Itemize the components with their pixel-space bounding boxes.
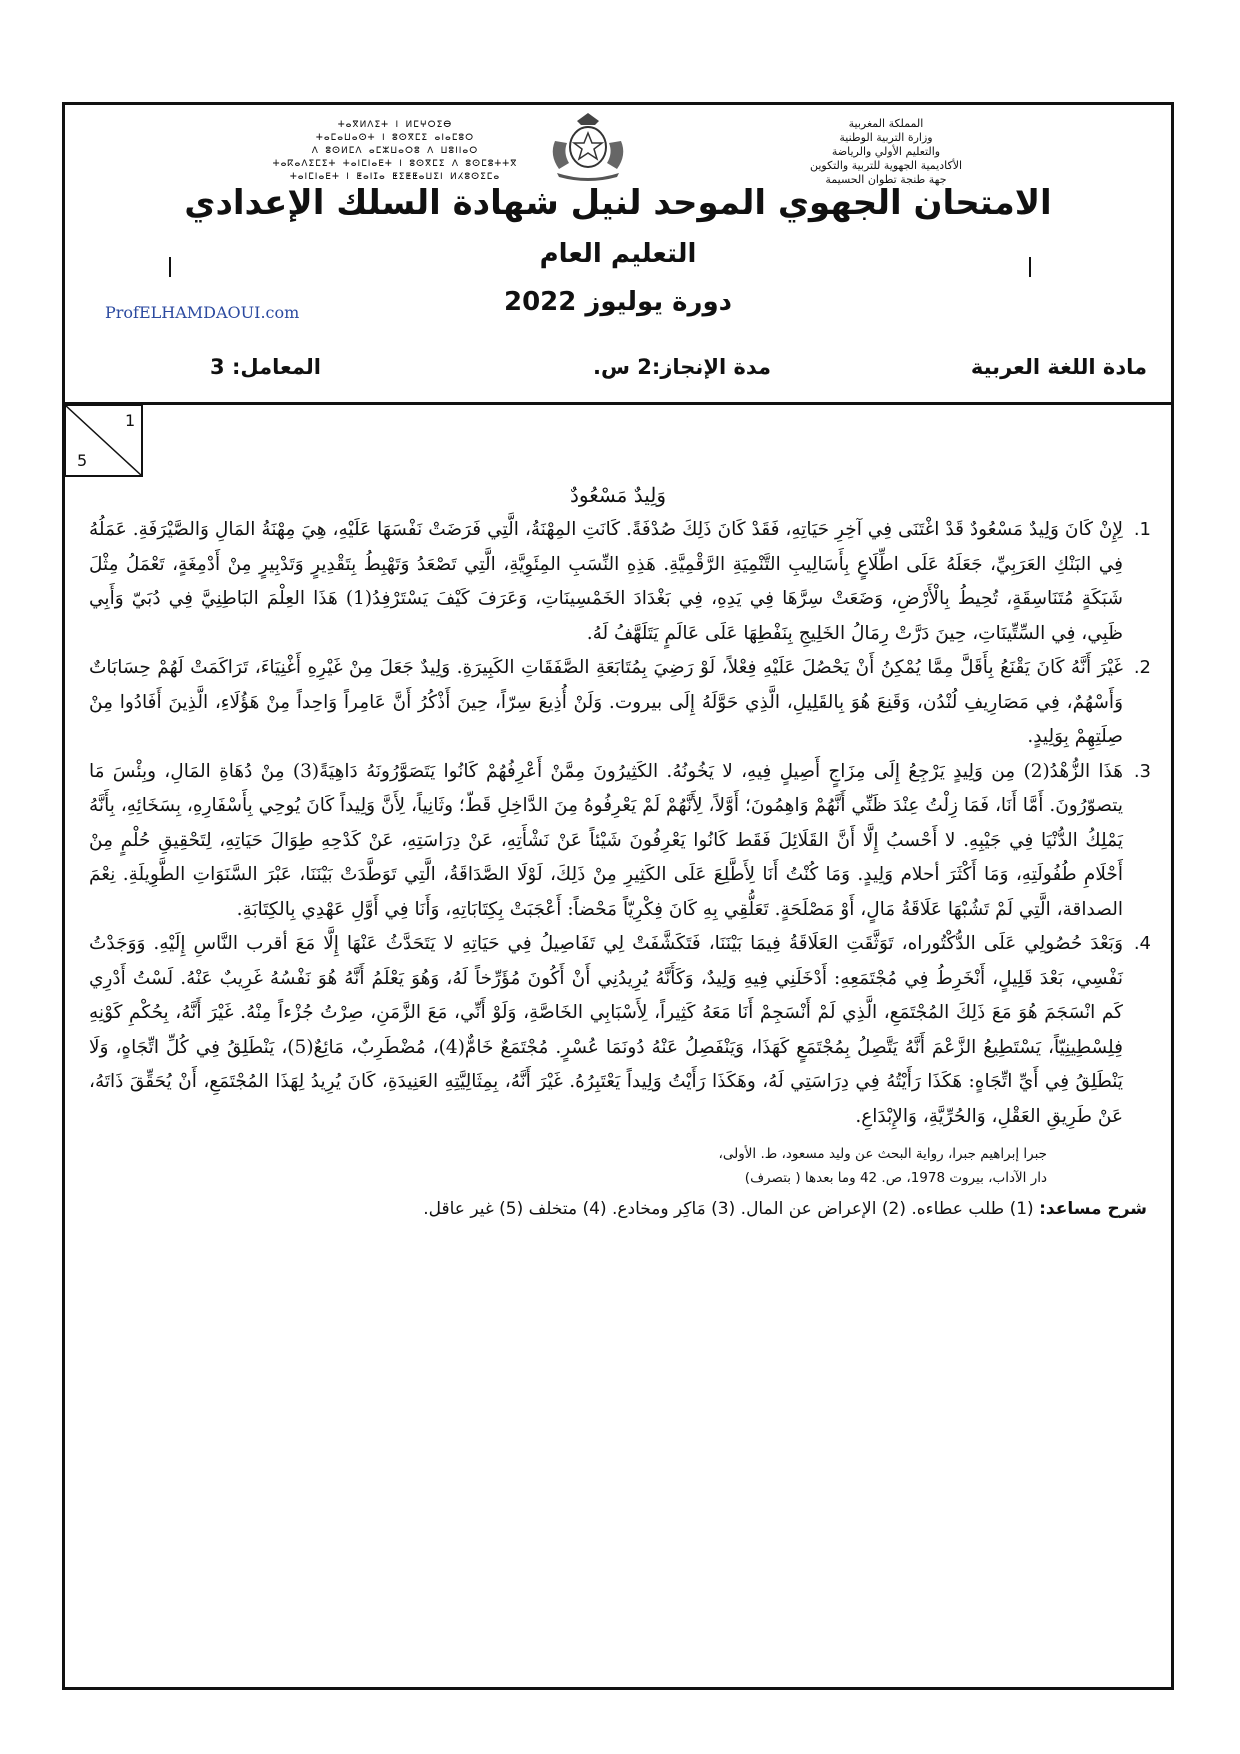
paragraph-body: هَذَا الزُّهْدُ(2) مِن وَلِيدٍ يَرْجِعُ إِلَى مِزَاجٍ أَصِيلٍ فِيهِ، لا يَخُونُهُ. الكَثِيرُونَ مِمَّنْ أَعْرِفُهُمْ كَانُوا يَتَصَوَّرُونَهُ دَاهِيَةً(3) مِنْ دُهَاةِ المَالِ، وبِئْسَ مَا يتصوّرُونَ. أَمَّا أَنَا، فَمَا زِلْتُ عِنْدَ ظَنِّي أَنَّهُمْ وَاهِمُونَ؛ أَوَّلاً، لِأَنَّهُمْ لَمْ يَعْرِفُوهُ مِنَ الدَّاخِلِ قَطّ؛ وثَانِياً، لِأَنَّ وَلِيداً كَانَ يُوحِي بِأَسْفَارِهِ، بِسَخَائِهِ، بِأَنَّهُ يَمْلِكُ الدُّنْيَا فِي جَيْبِهِ. لا أَحْسبُ إِلَّا أَنَّ القَلَائِلَ فَقَط كَانُوا يَعْرِفُونَ شَيْئاً عَنْ نَشْأَتِهِ، عَنْ دِرَاسَتِهِ، عَنْ كَدْحِهِ طِوَالَ حَيَاتِهِ، لِتَحْقِيقِ حُلْمٍ مِنْ أَحْلَامِ طُفُولَتِهِ، وَمَا أَكْثَرَ أحلام وَلِيدٍ. وَمَا كُنْتُ أَنَا لِأَطَّلِعَ عَلَى الكَثِيرِ مِنْ ذَلِكَ، لَوْلَا الصَّدَاقَةُ، الَّتِي تَوَطَّدَتْ بَيْنَنَا، عَبْرَ السَّنَوَاتِ الطَّوِيلَةِ. نِعْمَ الصداقة، الَّتِي لَمْ تَشُبْهَا عَلَاقَةُ مَالٍ، أَوْ مَصْلَحَةٍ. تَعَلُّقِي بِهِ كَانَ فِكْرِيّاً مَحْضاً: أَعْجَبَتْ بِكِتَابَاتِهِ، وَأَنَا فِي أَوَّلِ عَهْدِي بِالكِتَابَةِ. [89,760,1123,920]
subject-label: مادة اللغة العربية [970,355,1147,379]
glossary-body: (1) طلب عطاءه. (2) الإعراض عن المال. (3) مَاكِر ومخادع. (4) متخلف (5) غير عاقل. [423,1199,1040,1219]
exam-subtitle: التعليم العام [539,239,697,269]
tifinagh-line: ⵜⴰⵏⵎⵏⴰⴹⵜ ⵏ ⵟⴰⵏⵊⴰ ⵟⵉⵟⵟⴰⵡⵉⵏ ⵍⵃⵓⵙⵉⵎⴰ [289,172,501,182]
paragraph [89,927,1151,1134]
paragraph-body: لِإِنْ كَانَ وَلِيدٌ مَسْعُودٌ قَدْ اغْتَنَى فِي آخِرِ حَيَاتِهِ، فَقَدْ كَانَ ذَلِكَ صُدْفَةً. كَانَتِ المِهْنَةُ، الَّتِي فَرَضَتْ نَفْسَهَا عَلَيْهِ، هِيَ مِهْنَةُ المَالِ وَالصَّيْرَفَةِ. عَمَلُهُ فِي البَنْكِ العَرَبِيِّ، جَعَلَهُ عَلَى اطِّلَاعٍ بِأَسَالِيبِ التَّنْمِيَةِ الرَّقْمِيَّةِ. هَذِهِ النِّسَبِ المِئَوِيَّةِ، الَّتِي تَصْعَدُ وَتَهْبِطُ بِتَقْدِيرٍ وَتَدْبِيرٍ مِنْ أَدْمِغَةٍ، تَعْمَلُ مِثْلَ شَبَكَةٍ مُتَنَاسِقَةٍ، تُحِيطُ بِالْأَرْضِ، وَضَعَتْ سِرَّهَا فِي يَدِهِ، فِي بَغْدَادَ الخَمْسِينَاتِ، وَعَرَفَ كَيْفَ يَسْتَرْفِدُ(1) هَذَا العِلْمَ البَاطِنِيَّ فِي دُبَيّ وَأَبِي ظَبِي، فِي السِّتِّينَاتِ، حِينَ دَرَّتْ رِمَالُ الخَلِيجِ بِنَفْطِهَا عَلَى عَالَمٍ يَتَلَهَّفُ لَهُ. [89,519,1124,644]
glossary-label: شرح مساعد: [1039,1199,1147,1219]
ministry-line: المملكة المغربية [848,117,924,130]
source-line: دار الآداب، بيروت 1978، ص. 42 وما بعدها ( بتصرف) [744,1170,1047,1186]
text-title: وَلِيدٌ مَسْعُودٌ [569,483,667,507]
exam-title: الامتحان الجهوي الموحد لنيل شهادة السلك الإعدادي [184,183,1052,223]
paragraph-number: 2. [1133,657,1151,678]
page-number-box [65,405,143,477]
paragraph [89,755,1151,928]
tifinagh-line: ⵜⴰⵎⴰⵡⴰⵙⵜ ⵏ ⵓⵙⴳⵎⵉ ⴰⵏⴰⵎⵓⵔ [315,133,475,143]
glossary [89,1194,1147,1224]
exam-session: دورة يوليوز 2022 [503,287,732,317]
paragraph [89,651,1151,755]
ministry-line: وزارة التربية الوطنية [839,131,933,144]
ministry-line: الأكاديمية الجهوية للتربية والتكوين [809,159,963,172]
paragraph-number: 3. [1133,760,1151,782]
paragraph [89,513,1151,651]
ministry-line: جهة طنجة تطوان الحسيمة [825,173,947,186]
tifinagh-line: ⵜⴰⴳⵍⴷⵉⵜ ⵏ ⵍⵎⵖⵔⵉⴱ [337,120,453,130]
margin-tick [169,257,171,277]
ministry-tifinagh-block [265,119,525,184]
exam-header [65,105,1171,405]
page-number: 1 [125,411,136,430]
margin-tick [1029,257,1031,277]
ministry-arabic-block [751,117,1021,187]
paragraph-number: 1. [1133,519,1151,540]
source-line: جبرا إبراهيم جبرا، رواية البحث عن وليد مسعود، ط. الأولى، [718,1146,1047,1162]
exam-page-frame [62,102,1174,1690]
page-total: 5 [77,451,88,470]
paragraph-number: 4. [1133,933,1151,954]
text-source [89,1142,1147,1190]
reading-text [89,483,1151,1224]
coefficient-label: المعامل: 3 [210,355,321,379]
watermark-link[interactable]: ProfELHAMDAOUI.com [105,303,300,322]
paragraph-body: وَبَعْدَ حُصُولِي عَلَى الدُّكْتُوراه، تَوَثَّقَتِ العَلَاقَةُ فِيمَا بَيْنَنَا، فَتَكَشَّفَتْ لِي تَفَاصِيلُ فِي حَيَاتِهِ لا يَتَحَدَّثُ عَنْهَا إِلَّا مَعَ أقرب النَّاسِ إِلَيْهِ. وَوَجَدْتُ نَفْسِي، بَعْدَ قَلِيلٍ، أَنْخَرِطُ فِي مُجْتَمَعِهِ: أَدْخَلَنِي فِيهِ وَلِيدٌ، وَكَأَنَّهُ يُرِيدُنِي أَنْ أَكُونَ مُؤَرِّخاً لَهُ، وَهُوَ يَعْلَمُ أَنَّهُ هُوَ نَفْسُهُ غَرِيبٌ عَنْهُ. لَسْتُ أَدْرِي كَم انْسَجَمَ هُوَ مَعَ ذَلِكَ المُجْتَمَعِ، الَّذِي لَمْ أَنْسَجِمْ أَنَا مَعَهُ كَثِيراً، لِأَسْبَابِي الخَاصَّةِ، وَلَوْ أَنِّي، مَعَ الزَّمَنِ، صِرْتُ جُزْءاً مِنْهُ. غَيْرَ أَنَّهُ، بِحُكْمِ كَوْنِهِ فِلِسْطِينِيّاً، يَسْتَطِيعُ الزَّعْمَ أَنَّهُ يَتَّصِلُ بِمُجْتَمَعٍ كَهَذَا، وَيَنْفَصِلُ عَنْهُ دُونَمَا عُسْرٍ. مُجْتَمَعٌ خَامٌّ(4)، مُضْطَرِبٌ، مَائِعٌ(5)، يَنْطَلِقُ فِي كُلِّ اتِّجَاهٍ، وَلَا يَنْطَلِقُ فِي أَيِّ اتِّجَاهٍ: هَكَذَا رَأَيْتُهُ فِي دِرَاسَتِي لَهُ، وهَكَذَا رَأَيْتُ وَلِيداً يَعْتَبِرُهُ. غَيْرَ أَنَّهُ، بِمِثَالِيَّتِهِ العَنِيدَةِ، كَانَ يُرِيدُ لِهَذَا المُجْتَمَعِ، أَنْ يُحَقِّقَ ذَاتَهُ، عَنْ طَرِيقِ العَقْلِ، وَالحُرِّيَّةِ، وَالإِبْدَاعِ. [89,933,1123,1127]
moroccan-coat-of-arms-icon [543,111,633,183]
duration-label: مدة الإنجاز:2 س. [593,355,771,379]
tifinagh-line: ⴷ ⵓⵙⵍⵎⴷ ⴰⵎⵣⵡⴰⵔⵓ ⴷ ⵡⵓⵏⵏⴰⵔ [311,146,479,156]
exam-meta-row [65,355,1171,389]
ministry-line: والتعليم الأولي والرياضة [831,145,941,158]
tifinagh-line: ⵜⴰⴽⴰⴷⵉⵎⵉⵜ ⵜⴰⵏⵎⵏⴰⴹⵜ ⵏ ⵓⵙⴳⵎⵉ ⴷ ⵓⵙⵎⵓⵜⵜⴳ [272,159,518,169]
paragraph-body: غَيْرَ أَنَّهُ كَانَ يَقْنَعُ بِأَقَلَّ مِمَّا يُمْكِنُ أَنْ يَحْصُلَ عَلَيْهِ فِعْلاً، لَوْ رَضِيَ بِمُتَابَعَةِ الصَّفَقَاتِ الكَبِيرَةِ. وَلِيدٌ جَعَلَ مِنْ غَيْرِهِ أَغْنِيَاءَ، تَرَاكَمَتْ لَهُمْ حِسَابَاتٌ وَأَسْهُمٌ، فِي مَصَارِيفِ لُنْدُن، وَقَنِعَ هُوَ بِالقَلِيلِ، الَّذِي حَوَّلَهُ إِلَى بيروت. وَلَنْ أُذِيعَ سِرّاً، حِينَ أَذْكُرُ أَنَّ عَامِراً وَاحِداً مِنْ هَؤُلَاءِ، الَّذِينَ أَفَادُوا مِنْ صِلَتِهِمْ بِوَلِيدٍ. [89,657,1124,747]
